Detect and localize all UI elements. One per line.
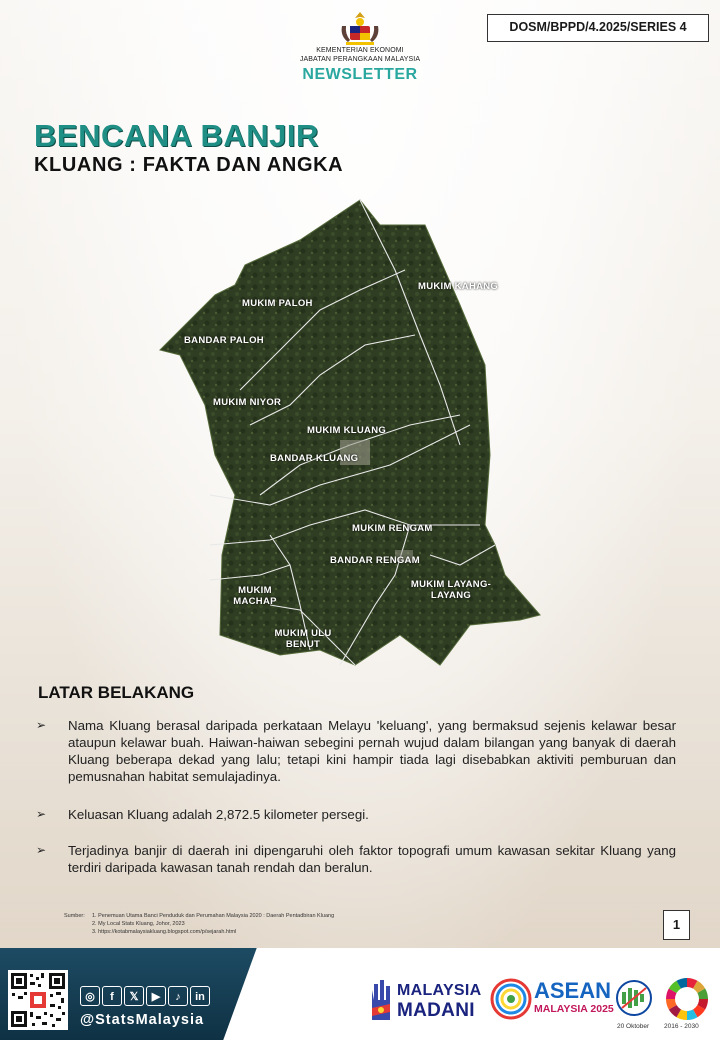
arrow-bullet-icon: ➢ xyxy=(36,843,47,857)
sdg-wheel-icon xyxy=(664,976,710,1022)
map-label-mukim-niyor: MUKIM NIYOR xyxy=(213,397,282,408)
map-label-mukim-paloh: MUKIM PALOH xyxy=(242,298,313,309)
statistics-day-logo-icon xyxy=(614,978,654,1022)
qr-code-icon[interactable] xyxy=(8,970,68,1030)
map-label-mukim-layang-layang: MUKIM LAYANG-LAYANG xyxy=(410,579,492,601)
map-label-bandar-rengam: BANDAR RENGAM xyxy=(330,555,420,566)
department-name: JABATAN PERANGKAAN MALAYSIA xyxy=(299,56,421,63)
facebook-icon[interactable]: f xyxy=(102,986,122,1006)
arrow-bullet-icon: ➢ xyxy=(36,807,47,821)
map-label-mukim-kahang: MUKIM KAHANG xyxy=(418,281,499,292)
sdg-years: 2016 - 2030 xyxy=(664,1023,699,1030)
list-item xyxy=(36,842,676,876)
madani-line1: MALAYSIA xyxy=(397,982,482,999)
linkedin-icon[interactable]: in xyxy=(190,986,210,1006)
arrow-bullet-icon: ➢ xyxy=(36,718,47,732)
map-label-bandar-kluang: BANDAR KLUANG xyxy=(270,453,359,464)
kluang-district-map xyxy=(150,195,550,690)
map-label-bandar-paloh: BANDAR PALOH xyxy=(184,335,264,346)
section-heading: LATAR BELAKANG xyxy=(38,683,195,702)
page-number: 1 xyxy=(663,910,690,940)
bullet-text: Terjadinya banjir di daerah ini dipengaruhi oleh faktor topografi umum kawasan sekitar Kluang yang terdiri daripada kawasan tanah rendah dan beralun. xyxy=(68,843,676,875)
asean-line1: ASEAN xyxy=(534,978,612,1003)
bullet-text: Keluasan Kluang adalah 2,872.5 kilometer persegi. xyxy=(68,807,369,822)
asean-line2: MALAYSIA 2025 xyxy=(534,1003,614,1015)
page-subtitle: KLUANG : FAKTA DAN ANGKA xyxy=(34,154,344,176)
x-icon[interactable]: 𝕏 xyxy=(124,986,144,1006)
series-code: DOSM/BPPD/4.2025/SERIES 4 xyxy=(487,14,709,42)
map-label-mukim-machap: MUKIM MACHAP xyxy=(233,585,277,607)
map-label-mukim-ulu-benut: MUKIM ULU BENUT xyxy=(274,628,332,650)
sources-label: Sumber: xyxy=(64,913,85,919)
source-item: 1. Penemuan Utama Banci Penduduk dan Perumahan Malaysia 2020 : Daerah Pentadbiran Kluang xyxy=(92,913,335,919)
list-item xyxy=(36,717,676,785)
ministry-name: KEMENTERIAN EKONOMI xyxy=(316,47,404,54)
youtube-icon[interactable]: ▶ xyxy=(146,986,166,1006)
instagram-icon[interactable]: ◎ xyxy=(80,986,100,1006)
map-label-mukim-kluang: MUKIM KLUANG xyxy=(307,425,387,436)
map-label-mukim-rengam: MUKIM RENGAM xyxy=(352,523,433,534)
list-item xyxy=(36,806,676,823)
social-handle[interactable]: @StatsMalaysia xyxy=(80,1012,205,1028)
madani-hand-icon xyxy=(368,976,394,1024)
source-item: 3. https://kotabmalaysiakluang.blogspot.com/p/sejarah.html xyxy=(92,929,237,935)
tiktok-icon[interactable]: ♪ xyxy=(168,986,188,1006)
page-title: BENCANA BANJIR xyxy=(34,118,319,153)
madani-line2: MADANI xyxy=(397,1000,475,1021)
bullet-text: Nama Kluang berasal daripada perkataan Melayu 'keluang', yang bermaksud sejenis kelawar besar ataupun kelawar buah. Haiwan-haiwan sebegini pernah wujud dalam bilangan yang banyak di daerah Kluang beberapa dekad yang lalu; tetapi kini hampir tiada lagi disebabkan aktiviti pemburuan dan pemusnahan habitat semulajadinya. xyxy=(68,718,676,784)
footer xyxy=(0,948,720,1040)
source-item: 2. My Local Stats Kluang, Johor, 2023 xyxy=(92,921,185,927)
statistics-day-date: 20 Oktober xyxy=(617,1023,650,1030)
asean-logo-icon xyxy=(490,978,532,1020)
sources xyxy=(64,912,334,936)
social-icons xyxy=(80,986,210,1006)
coat-of-arms-icon xyxy=(336,10,384,48)
newsletter-title: NEWSLETTER xyxy=(302,66,418,83)
